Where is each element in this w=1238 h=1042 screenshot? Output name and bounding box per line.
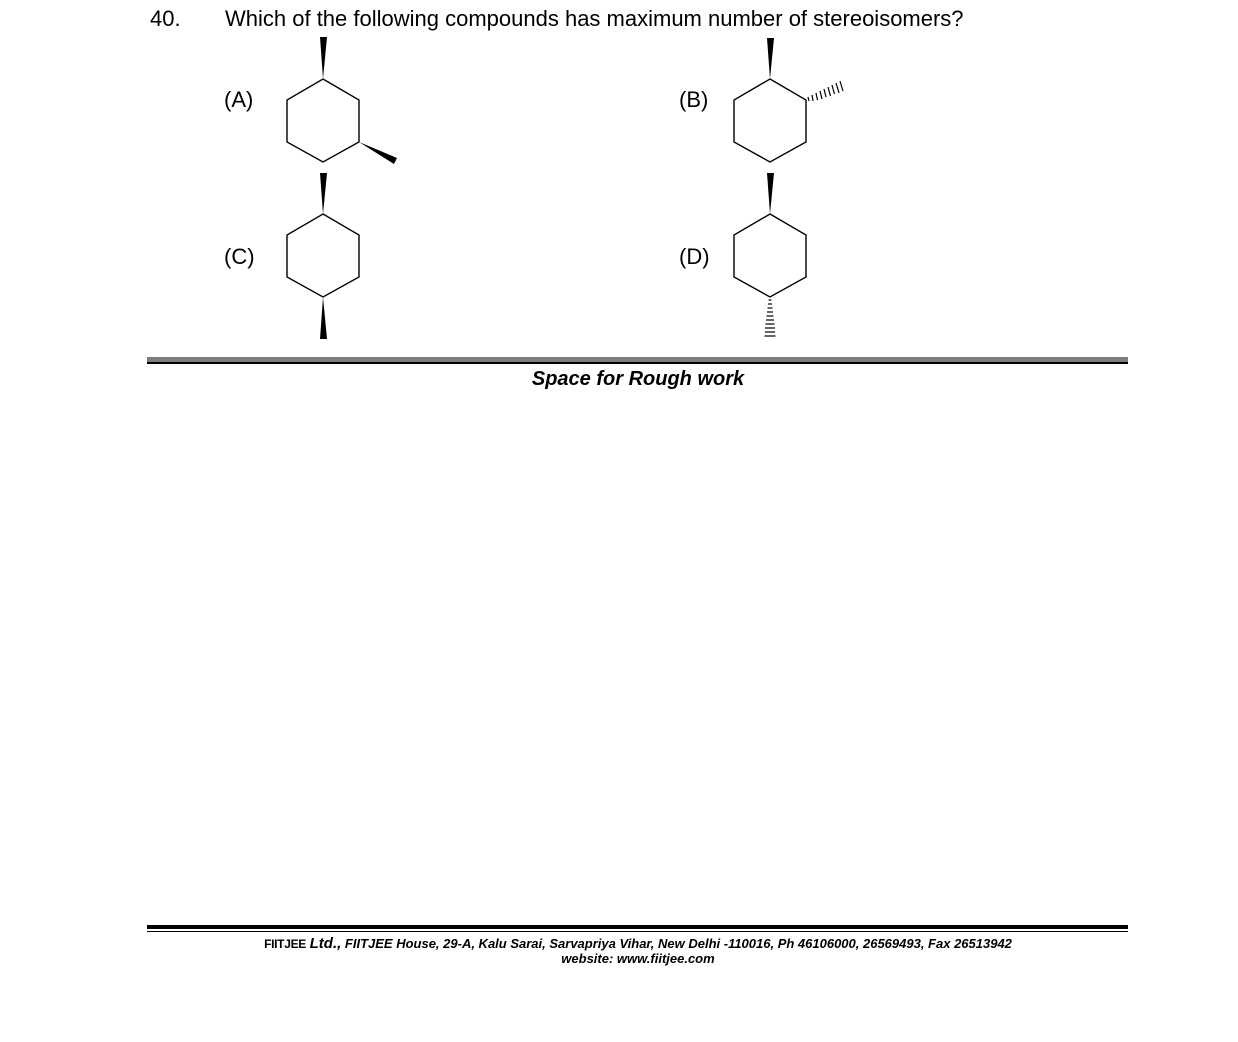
footer-address-line xyxy=(0,936,1238,952)
structure-a-wedge-lower-right xyxy=(359,142,397,164)
footer-website: website: www.fiitjee.com xyxy=(561,951,715,966)
rough-work-label: Space for Rough work xyxy=(531,368,745,390)
structure-d-ring xyxy=(734,214,806,297)
structure-b-wedge-top xyxy=(767,38,774,79)
option-a-label: (A) xyxy=(224,87,254,112)
structure-c-wedge-top xyxy=(320,173,327,214)
footer-brand: FIITJEE xyxy=(264,937,306,951)
structure-b-molecule xyxy=(734,38,843,162)
structure-c-molecule xyxy=(287,173,359,339)
structure-a-ring xyxy=(287,79,359,162)
footer-divider-thin xyxy=(147,931,1128,932)
footer-divider-thick xyxy=(147,925,1128,929)
structure-a-wedge-top xyxy=(320,37,327,79)
structure-a-molecule xyxy=(287,37,397,164)
footer-divider xyxy=(147,925,1128,934)
structure-d-molecule xyxy=(734,173,806,336)
structure-d-hash-bond xyxy=(765,300,776,336)
question-number: 40. xyxy=(150,6,181,31)
option-c-label: (C) xyxy=(224,244,255,269)
question-text: Which of the following compounds has maximum number of stereoisomers? xyxy=(225,6,964,31)
structure-b-ring xyxy=(734,79,806,162)
structure-c-wedge-bottom xyxy=(320,297,327,339)
option-d-label: (D) xyxy=(679,244,710,269)
structure-b-hash-bond xyxy=(808,81,843,101)
footer-address: FIITJEE House, 29-A, Kalu Sarai, Sarvapriya Vihar, New Delhi -110016, Ph 46106000, 26569493, Fax 26513942 xyxy=(344,936,1012,951)
rough-work-divider xyxy=(147,357,1128,365)
option-b-label: (B) xyxy=(679,87,709,112)
footer-ltd: Ltd., xyxy=(309,935,342,952)
structure-c-ring xyxy=(287,214,359,297)
structure-d-wedge-top xyxy=(767,173,774,214)
rough-work-divider-line xyxy=(147,362,1128,364)
